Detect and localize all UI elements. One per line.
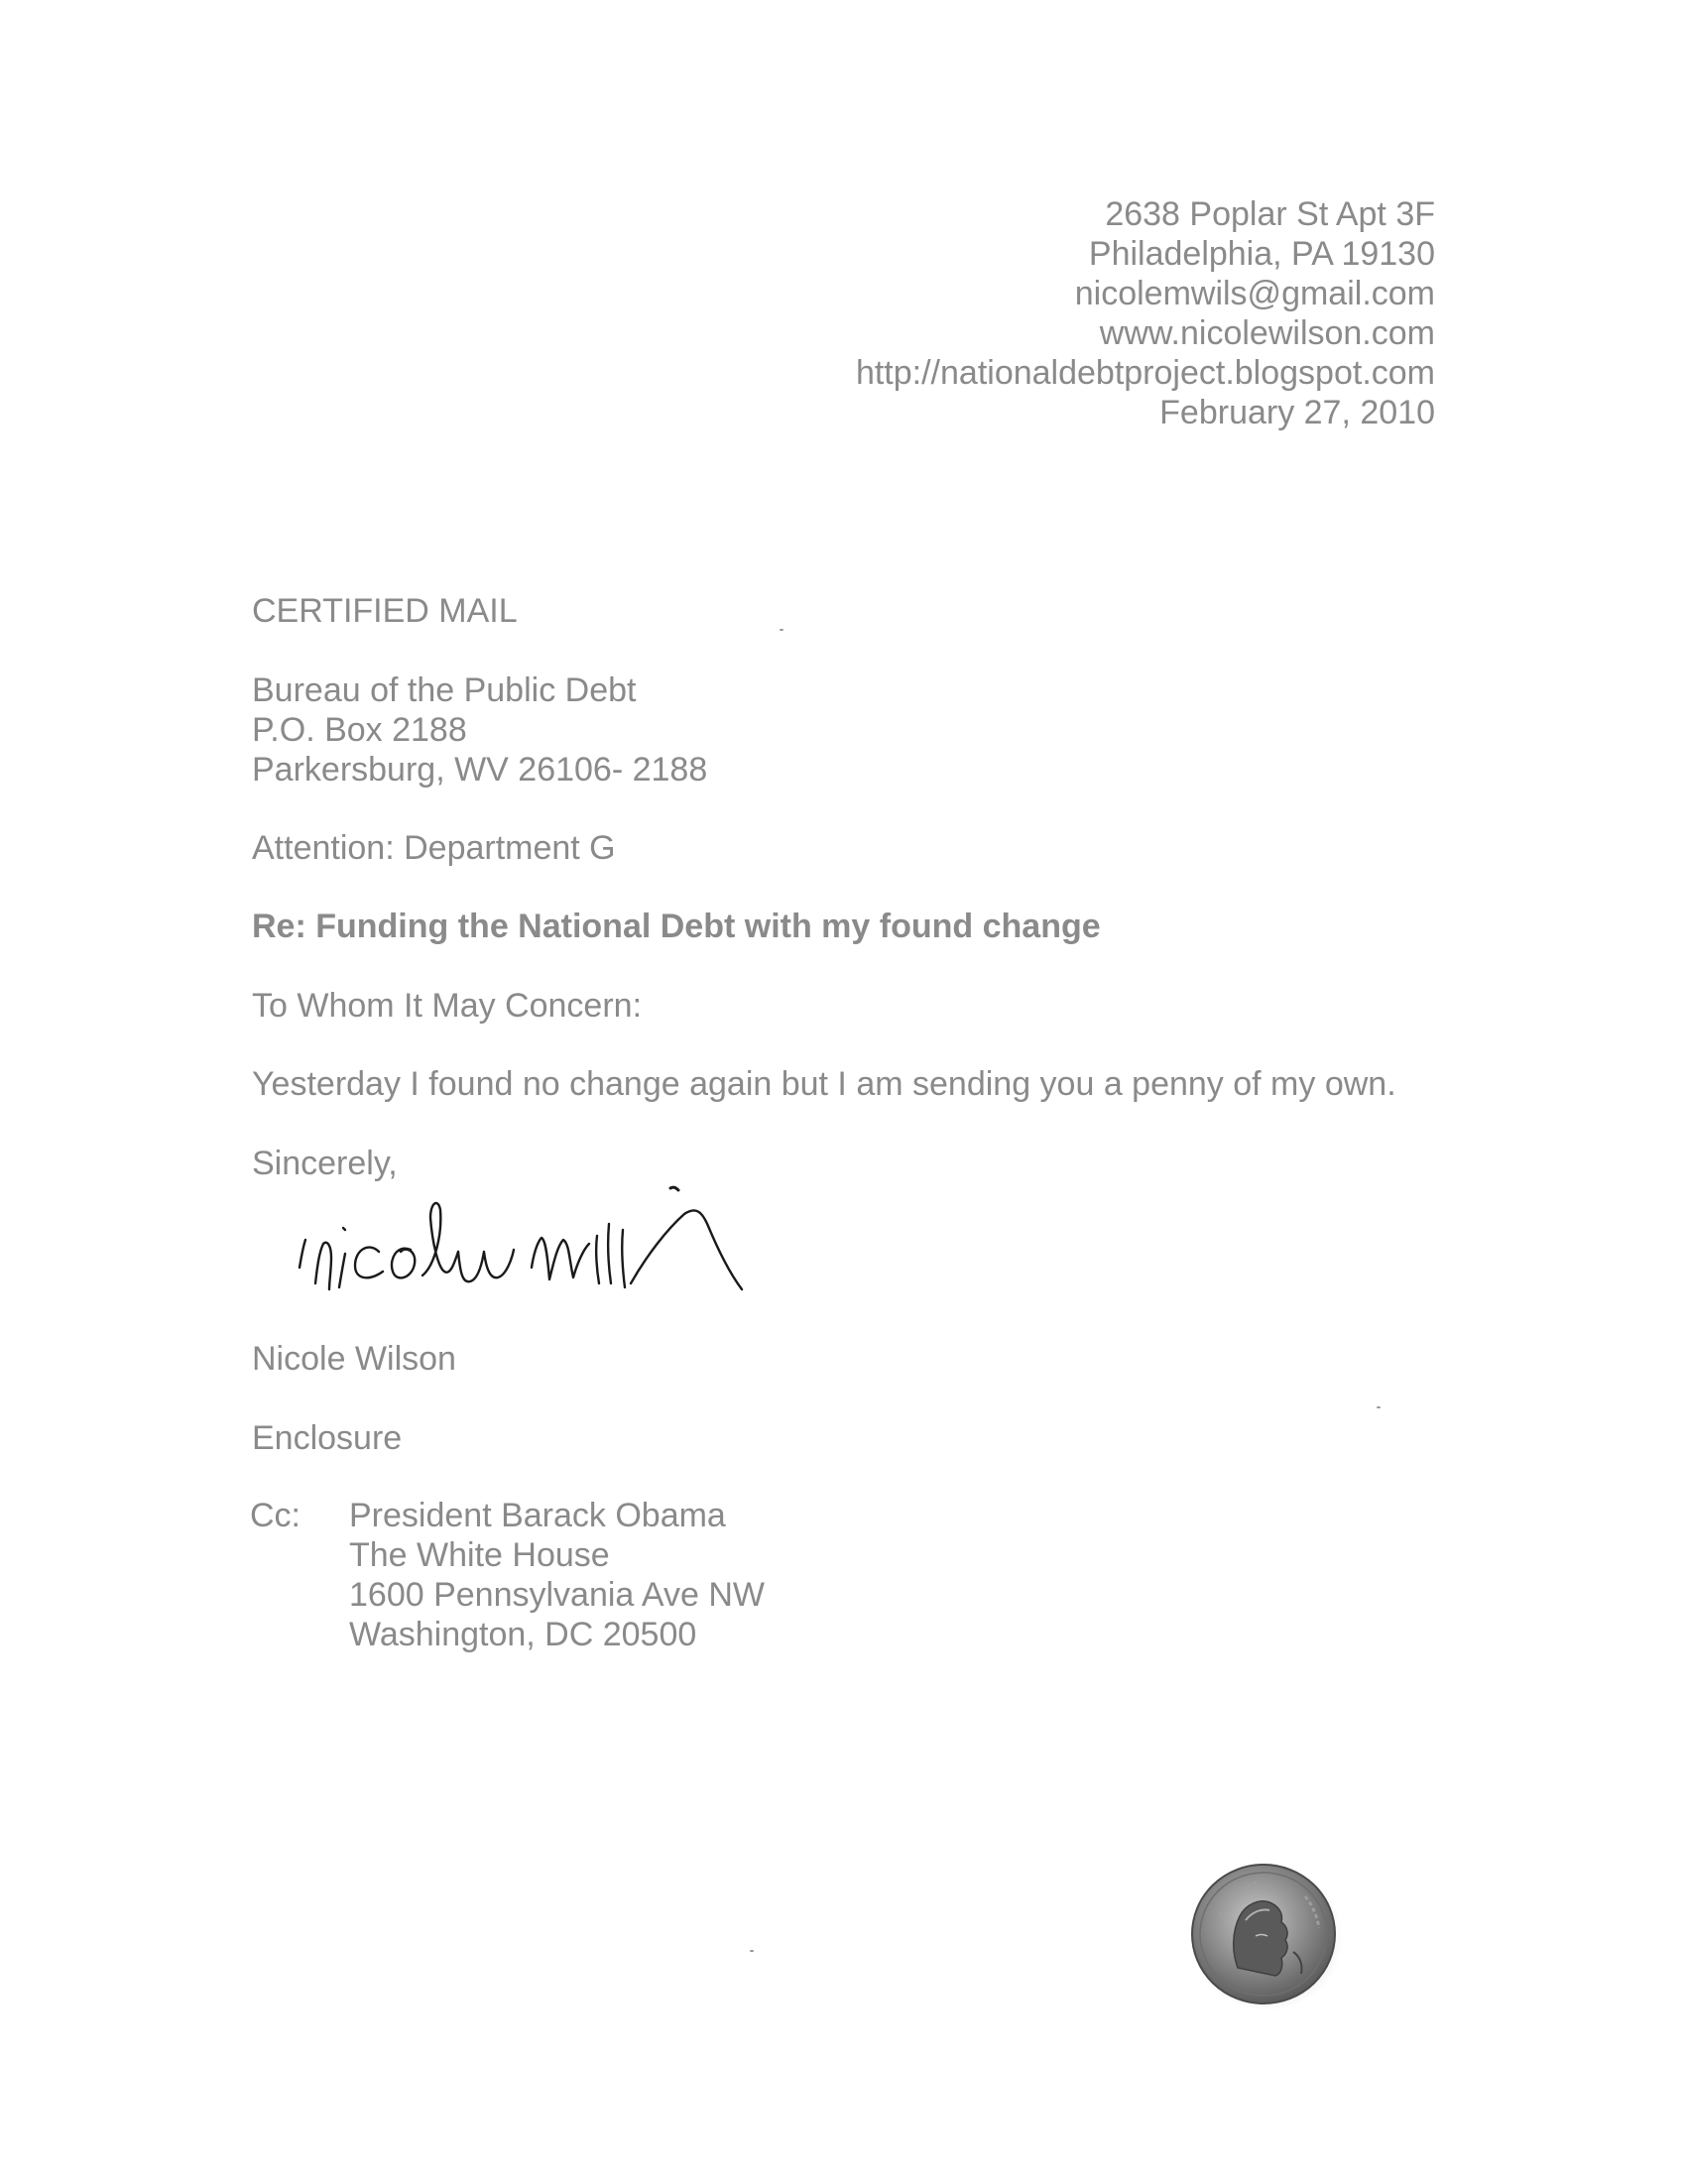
letter-body: Yesterday I found no change again but I am sending you a penny of my own. <box>252 1065 1396 1103</box>
enclosure-note: Enclosure <box>252 1419 403 1457</box>
cc-street: 1600 Pennsylvania Ave NW <box>349 1576 765 1614</box>
cc-recipient-name: President Barack Obama <box>349 1497 726 1534</box>
sender-blog-url: http://nationaldebtproject.blogspot.com <box>855 354 1435 392</box>
subject-line: Re: Funding the National Debt with my found change <box>252 908 1101 945</box>
scan-speck <box>750 1950 754 1952</box>
cc-label: Cc: <box>250 1497 301 1534</box>
cc-address-block <box>349 1496 765 1654</box>
sender-address-block <box>856 194 1435 432</box>
letter-date: February 27, 2010 <box>1159 394 1435 431</box>
signer-name: Nicole Wilson <box>252 1340 456 1378</box>
penny-coin-image <box>1186 1857 1345 2013</box>
handwritten-signature <box>294 1180 924 1309</box>
scan-speck <box>780 629 783 631</box>
recipient-address-block <box>252 670 707 789</box>
mail-type-label: CERTIFIED MAIL <box>252 592 518 630</box>
sender-city-state-zip: Philadelphia, PA 19130 <box>1088 235 1435 273</box>
attention-line: Attention: Department G <box>252 829 616 867</box>
scan-speck <box>1377 1406 1381 1408</box>
cc-city-state-zip: Washington, DC 20500 <box>349 1616 697 1653</box>
recipient-name: Bureau of the Public Debt <box>252 671 637 709</box>
recipient-city-state-zip: Parkersburg, WV 26106- 2188 <box>252 751 708 789</box>
salutation: To Whom It May Concern: <box>252 987 643 1025</box>
sender-website: www.nicolewilson.com <box>1099 314 1435 352</box>
closing: Sincerely, <box>252 1145 398 1182</box>
sender-email: nicolemwils@gmail.com <box>1074 275 1435 312</box>
recipient-po-box: P.O. Box 2188 <box>252 711 467 749</box>
sender-street: 2638 Poplar St Apt 3F <box>1105 195 1435 233</box>
cc-organization: The White House <box>349 1536 610 1574</box>
